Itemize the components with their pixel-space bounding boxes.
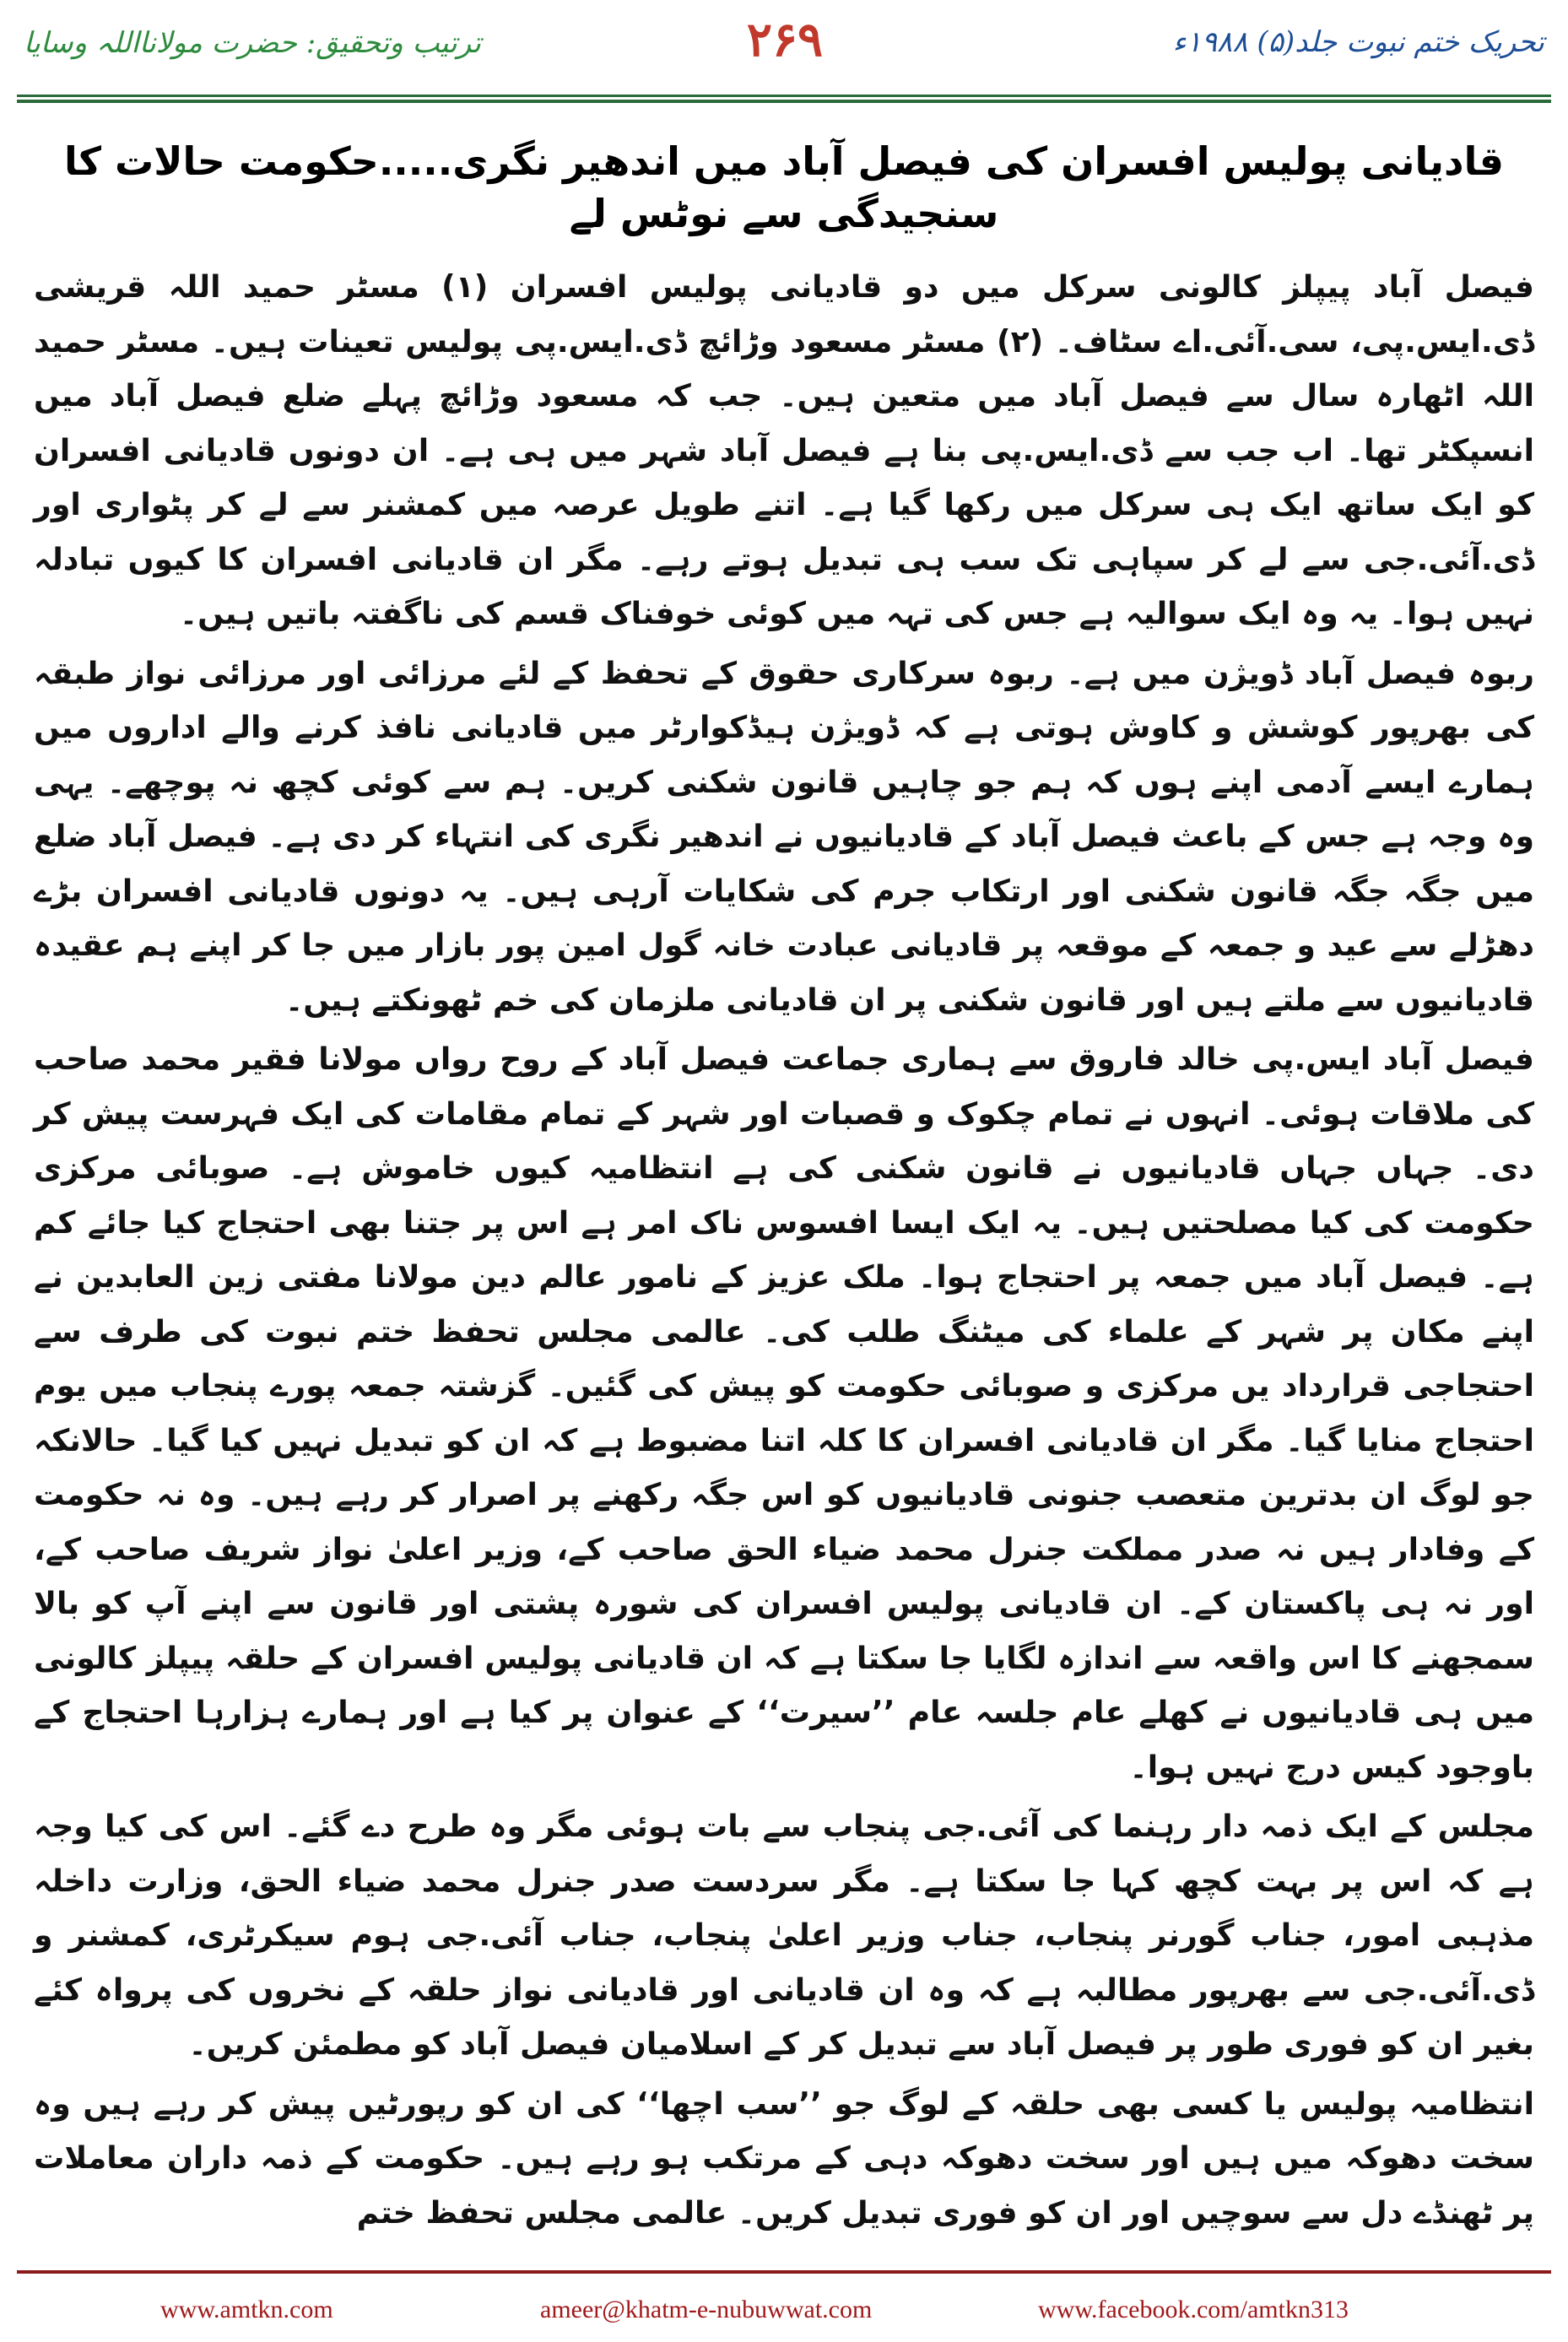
paragraph: انتظامیہ پولیس یا کسی بھی حلقہ کے لوگ جو ’’سب اچھا‘‘ کی ان کو رپورٹیں پیش کر رہے ہیں وہ سخت دھوکہ میں ہیں اور سخت دھوکہ دہی کے مرتکب ہو رہے ہیں۔ حکومت کے ذمہ داران معاملات پر ٹھنڈے دل سے سوچیں اور ان کو فوری تبدیل کریں۔ عالمی مجلس تحفظ ختم: [34, 2085, 1534, 2231]
footer-divider: [17, 2270, 1551, 2274]
header-divider: [17, 95, 1551, 103]
paragraph: فیصل آباد ایس.پی خالد فاروق سے ہماری جماعت فیصل آباد کے روح رواں مولانا فقیر محمد صاحب کی ملاقات ہوئی۔ انہوں نے تمام چکوک و قصبات اور شہر کے تمام مقامات کی ایک فہرست پیش کر دی۔ جہاں جہاں قادیانیوں نے قانون شکنی کی ہے انتظامیہ کیوں خاموش ہے۔ صوبائی مرکزی حکومت کی کیا مصلحتیں ہیں۔ یہ ایک ایسا افسوس ناک امر ہے اس پر جتنا بھی احتجاج کیا جائے کم ہے۔ فیصل آباد میں جمعہ پر احتجاج ہوا۔ ملک عزیز کے نامور عالم دین مولانا مفتی زین العابدین نے اپنے مکان پر شہر کے علماء کی میٹنگ طلب کی۔ عالمی مجلس تحفظ ختم نبوت کی طرف سے احتجاجی قرارداد یں مرکزی و صوبائی حکومت کو پیش کی گئیں۔ گزشتہ جمعہ پورے پنجاب میں یوم احتجاج منایا گیا۔ مگر ان قادیانی افسران کا کلہ اتنا مضبوط ہے کہ ان کو تبدیل نہیں کیا گیا۔ حالانکہ جو لوگ ان بدترین متعصب جنونی قادیانیوں کو اس جگہ رکھنے پر اصرار کر رہے ہیں۔ وہ نہ حکومت کے وفادار ہیں نہ صدر مملکت جنرل محمد ضیاء الحق صاحب کے، وزیر اعلیٰ نواز شریف صاحب کے، اور نہ ہی پاکستان کے۔ ان قادیانی پولیس افسران کی شورہ پشتی اور قانون سے اپنے آپ کو بالا سمجھنے کا اس واقعہ سے اندازہ لگایا جا سکتا ہے کہ ان قادیانی پولیس افسران کے حلقہ پیپلز کالونی میں ہی قادیانیوں نے کھلے عام جلسہ عام ’’سیرت‘‘ کے عنوان پر کیا ہے اور ہمارے ہزارہا احتجاج کے باوجود کیس درج نہیں ہوا۔: [34, 1041, 1534, 1785]
email-link[interactable]: ameer@khatm-e-nubuwwat.com: [540, 2296, 873, 2323]
article-body: [34, 135, 1534, 2231]
page-header: [0, 0, 1568, 101]
paragraph: مجلس کے ایک ذمہ دار رہنما کی آئی.جی پنجاب سے بات ہوئی مگر وہ طرح دے گئے۔ اس کی کیا وجہ ہے کہ اس پر بہت کچھ کہا جا سکتا ہے۔ مگر سردست صدر جنرل محمد ضیاء الحق، وزارت داخلہ مذہبی امور، جناب گورنر پنجاب، جناب وزیر اعلیٰ پنجاب، جناب آئی.جی ہوم سیکرٹری، کمشنر و ڈی.آئی.جی سے بھرپور مطالبہ ہے کہ وہ ان قادیانی اور قادیانی نواز حلقہ کے نخروں کی پرواہ کئے بغیر ان کو فوری طور پر فیصل آباد سے تبدیل کر کے اسلامیان فیصل آباد کو مطمئن کریں۔: [34, 1808, 1534, 2063]
article-headline: قادیانی پولیس افسران کی فیصل آباد میں اندھیر نگری.....حکومت حالات کا سنجیدگی سے نوٹس لے: [63, 138, 1505, 237]
compiler-credit: ترتیب وتحقیق: حضرت مولانااللہ وسایا: [24, 26, 481, 60]
website-link[interactable]: www.amtkn.com: [160, 2296, 333, 2323]
page-number: ۲۶۹: [746, 12, 824, 68]
journal-title: تحریک ختم نبوت جلد(۵) ۱۹۸۸ء: [1172, 25, 1544, 59]
facebook-link[interactable]: www.facebook.com/amtkn313: [1038, 2296, 1349, 2323]
page-footer: [0, 2270, 1568, 2342]
paragraph: ربوہ فیصل آباد ڈویژن میں ہے۔ ربوہ سرکاری حقوق کے تحفظ کے لئے مرزائی اور مرزائی نواز طبقہ کی بھرپور کوشش و کاوش ہوتی ہے کہ ڈویژن ہیڈکوارٹر میں قادیانی نافذ کرنے والے اداروں میں ہمارے ایسے آدمی اپنے ہوں کہ ہم جو چاہیں قانون شکنی کریں۔ ہم سے کوئی کچھ نہ پوچھے۔ یہی وہ وجہ ہے جس کے باعث فیصل آباد کے قادیانیوں نے اندھیر نگری کی انتہاء کر دی ہے۔ فیصل آباد ضلع میں جگہ جگہ قانون شکنی اور ارتکاب جرم کی شکایات آرہی ہیں۔ یہ دونوں قادیانی افسران بڑے دھڑلے سے عید و جمعہ کے موقعہ پر قادیانی عبادت خانہ گول امین پور بازار میں جا کر اپنے ہم عقیدہ قادیانیوں سے ملتے ہیں اور قانون شکنی پر ان قادیانی ملزمان کی خم ٹھونکتے ہیں۔: [34, 654, 1534, 1018]
paragraph: فیصل آباد پیپلز کالونی سرکل میں دو قادیانی پولیس افسران (۱) مسٹر حمید اللہ قریشی ڈی.ایس.پی، سی.آئی.اے سٹاف۔ (۲) مسٹر مسعود وڑائچ ڈی.ایس.پی پولیس تعینات ہیں۔ مسٹر حمید اللہ اٹھارہ سال سے فیصل آباد میں متعین ہیں۔ جب کہ مسعود وڑائچ پہلے ضلع فیصل آباد میں انسپکٹر تھا۔ اب جب سے ڈی.ایس.پی بنا ہے فیصل آباد شہر میں ہی ہے۔ ان دونوں قادیانی افسران کو ایک ساتھ ایک ہی سرکل میں رکھا گیا ہے۔ اتنے طویل عرصہ میں کمشنر سے لے کر پٹواری اور ڈی.آئی.جی سے لے کر سپاہی تک سب ہی تبدیل ہوتے رہے۔ مگر ان قادیانی افسران کا کیوں تبادلہ نہیں ہوا۔ یہ وہ ایک سوالیہ ہے جس کی تہہ میں کوئی خوفناک قسم کی ناگفتہ باتیں ہیں۔: [34, 268, 1534, 632]
